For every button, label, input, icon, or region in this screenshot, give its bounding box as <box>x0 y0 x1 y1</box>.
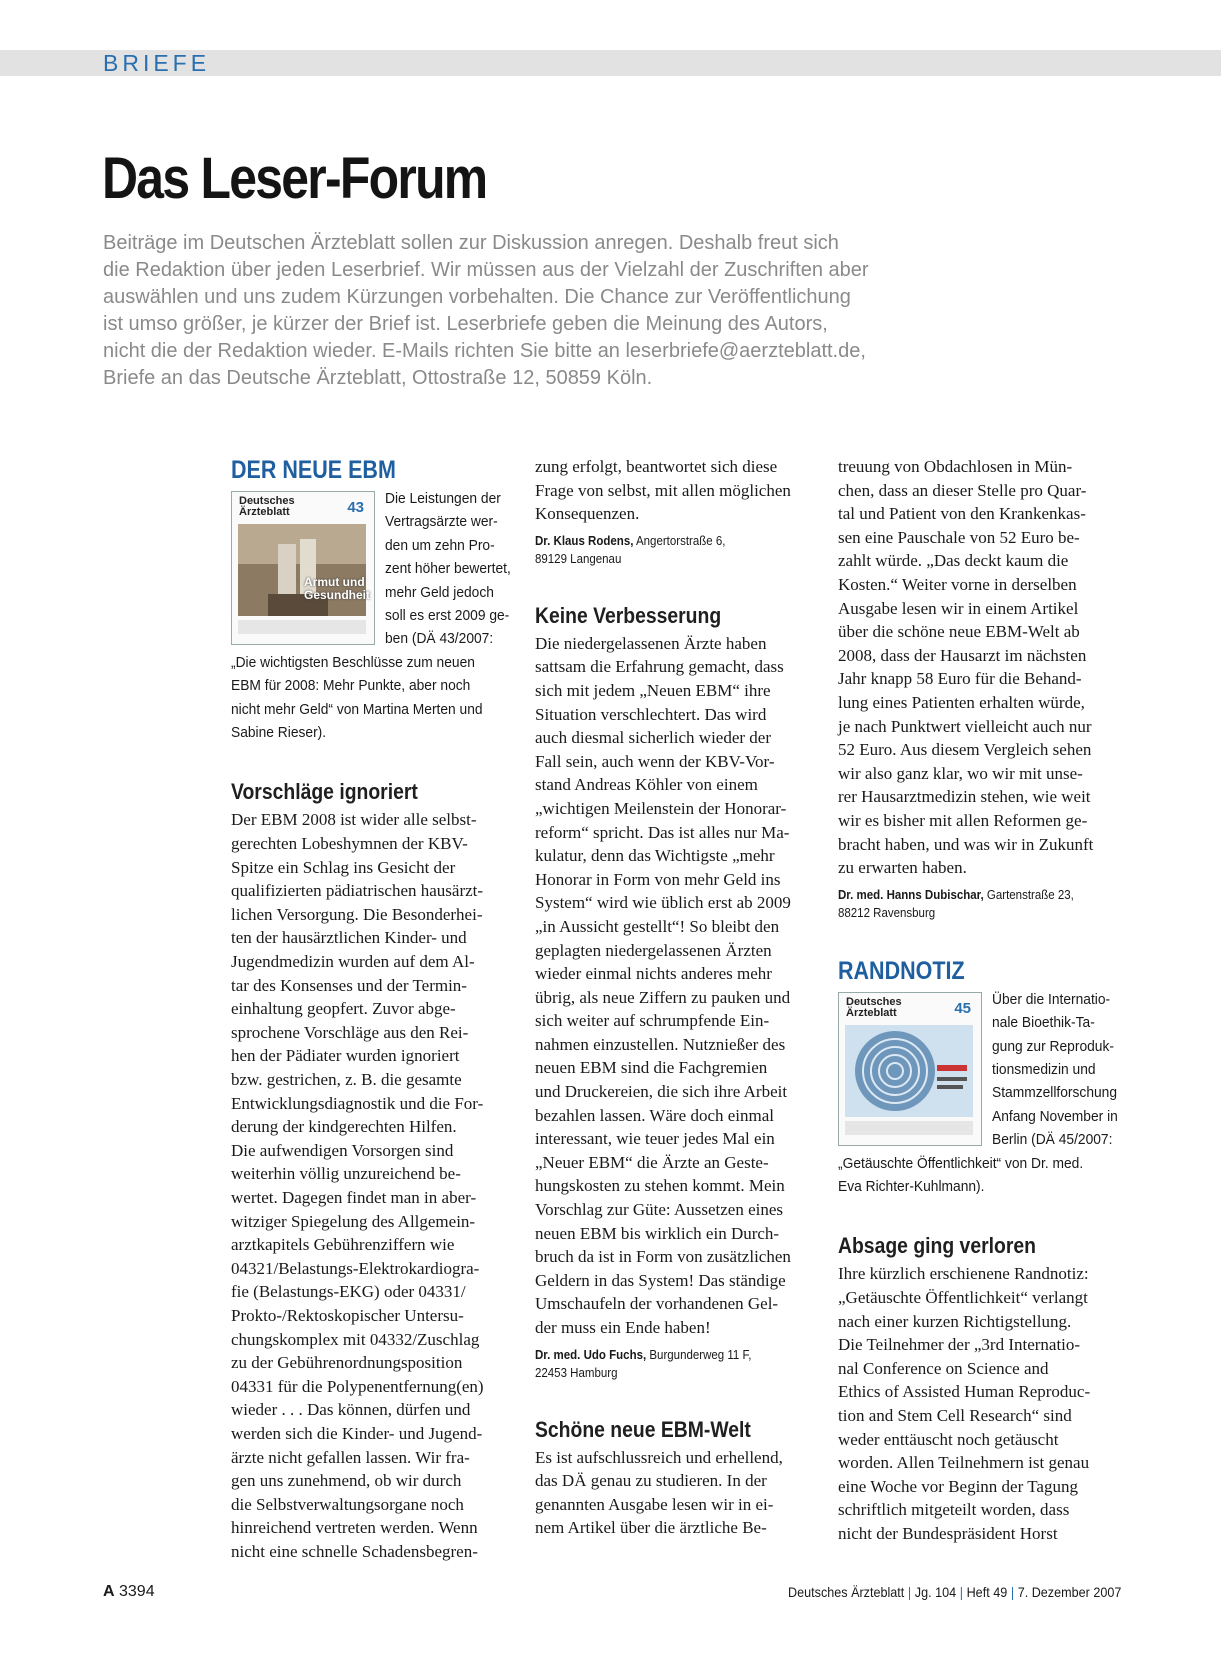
body-line: derung der kindgerechten Hilfen. <box>231 1117 457 1137</box>
intro-line: nicht die der Redaktion wieder. E-Mails richten Sie bitte an leserbriefe@aerzteblatt.de, <box>103 340 866 362</box>
lead-line: Anfang November in <box>992 1107 1118 1125</box>
lead-line: Sabine Rieser). <box>231 724 327 742</box>
body-line: sattsam die Erfahrung gemacht, dass <box>535 657 784 677</box>
box-title-der-neue-ebm: DER NEUE EBM <box>231 456 396 484</box>
intro-line: die Redaktion über jeden Leserbrief. Wir müssen aus der Vielzahl der Zuschriften aber <box>103 259 869 281</box>
cover-number: 43 <box>347 499 364 516</box>
body-line: wir es bisher mit allen Reformen ge- <box>838 810 1088 830</box>
body-line: wertet. Dagegen findet man in aber- <box>231 1187 477 1207</box>
body-line: Der EBM 2008 ist wider alle selbst- <box>231 810 477 830</box>
lead-line: EBM für 2008: Mehr Punkte, aber noch <box>231 677 471 695</box>
body-line: Jugendmedizin wurden auf dem Al- <box>231 952 475 972</box>
intro-line: Beiträge im Deutschen Ärzteblatt sollen zur Diskussion anregen. Deshalb freut sich <box>103 232 839 254</box>
body-line: arztkapitels Gebührenziffern wie <box>231 1235 455 1255</box>
body-line: bezahlen lassen. Wäre doch einmal <box>535 1105 774 1125</box>
section-label: BRIEFE <box>103 50 211 76</box>
author-signature: Dr. med. Udo Fuchs, Burgunderweg 11 F, 22453 Hamburg <box>535 1347 752 1380</box>
body-line: tal und Patient von den Krankenkas- <box>838 504 1086 524</box>
page-title: Das Leser-Forum <box>102 146 487 211</box>
lead-line: mehr Geld jedoch <box>385 583 494 601</box>
body-line: nicht der Bundespräsident Horst <box>838 1523 1058 1543</box>
body-line: einhaltung geopfert. Zuvor abge- <box>231 999 456 1019</box>
lead-line: den um zehn Pro- <box>385 536 495 554</box>
column-2 <box>535 455 825 1540</box>
body-line: „Getäuschte Öffentlichkeit“ verlangt <box>838 1287 1088 1307</box>
body-line: bzw. gestrichen, z. B. die gesamte <box>231 1070 462 1089</box>
body-line: eine Woche vor Beginn der Tagung <box>838 1476 1078 1496</box>
letter-body <box>535 455 825 526</box>
author-signature: Dr. Klaus Rodens, Angertorstraße 6, 89129 Langenau <box>535 533 726 566</box>
body-line: wieder . . . Das können, dürfen und <box>231 1400 471 1420</box>
lead-full-text <box>838 1152 1128 1199</box>
body-line: reform“ spricht. Das ist alles nur Ma- <box>535 822 790 842</box>
cover-label: Armut und Gesundheit <box>304 575 371 602</box>
body-line: sich weiter auf schrumpfende Ein- <box>535 1011 770 1031</box>
body-line: 2008, dass der Hausarzt im nächsten <box>838 645 1087 665</box>
body-line: kulatur, denn das Wichtigste „mehr <box>535 846 775 866</box>
body-line: genannten Ausgabe lesen wir in ei- <box>535 1494 774 1514</box>
body-line: Geldern in das System! Das ständige <box>535 1270 786 1290</box>
lead-line: nicht mehr Geld“ von Martina Merten und <box>231 700 483 718</box>
body-line: wieder einmal nichts anderes mehr <box>535 964 772 984</box>
cover-title: Deutsches Ärzteblatt <box>239 495 295 518</box>
letter-body <box>535 1446 825 1540</box>
spacer <box>535 1382 825 1416</box>
body-line: Umschaufeln der vorhandenen Gel- <box>535 1294 779 1314</box>
body-line: treuung von Obdachlosen in Mün- <box>838 457 1073 476</box>
body-line: neuen EBM bis wirklich ein Durch- <box>535 1223 780 1243</box>
body-line: die Selbstverwaltungsorgane noch <box>231 1494 464 1514</box>
body-line: rer Hausarztmedizin stehen, wie weit <box>838 787 1091 807</box>
journal-name: Deutsches Ärzteblatt <box>787 1584 904 1600</box>
body-line: nicht eine schnelle Schadensbegren- <box>231 1541 478 1561</box>
body-line: hen der Pädiater wurden ignoriert <box>231 1046 460 1066</box>
body-line: Vorschlag zur Güte: Aussetzen eines <box>535 1200 784 1220</box>
cover-number: 45 <box>954 999 971 1017</box>
body-line: Die niedergelassenen Ärzte haben <box>535 633 767 653</box>
body-line: übrig, als neue Ziffern zu pauken und <box>535 987 791 1007</box>
spacer <box>535 568 825 602</box>
body-line: „in Aussicht gestellt“! So bleibt den <box>535 916 780 936</box>
body-line: Spitze ein Schlag ins Gesicht der <box>231 857 456 877</box>
lead-block <box>231 487 521 651</box>
lead-line: Berlin (DÄ 45/2007: <box>992 1131 1113 1149</box>
lead-line: Stammzellforschung <box>992 1084 1118 1102</box>
body-line: Fall sein, auch wenn der KBV-Vor- <box>535 751 775 771</box>
body-line: Kosten.“ Weiter vorne in derselben <box>838 574 1077 594</box>
lead-line: Eva Richter-Kuhlmann). <box>838 1177 985 1195</box>
letter-heading: Vorschläge ignoriert <box>231 779 418 805</box>
body-line: der muss ein Ende haben! <box>535 1318 711 1337</box>
letter-heading: Keine Verbesserung <box>535 602 722 628</box>
body-line: und Druckereien, die sich ihre Arbeit <box>535 1082 788 1102</box>
body-line: das DÄ genau zu studieren. In der <box>535 1471 767 1491</box>
body-line: qualifizierten pädiatrischen hausärzt- <box>231 881 484 901</box>
lead-line: „Die wichtigsten Beschlüsse zum neuen <box>231 653 475 671</box>
body-line: weder enttäuscht noch getäuscht <box>838 1429 1059 1449</box>
lead-line: tionsmedizin und <box>992 1060 1096 1078</box>
issue: Heft 49 <box>966 1584 1007 1600</box>
magazine-cover-45 <box>838 992 982 1146</box>
body-line: bruch da ist in Form von zusätzlichen <box>535 1247 791 1267</box>
body-line: „wichtigen Meilenstein der Honorar- <box>535 798 787 818</box>
issue-date: 7. Dezember 2007 <box>1017 1584 1121 1600</box>
body-line: chen, dass an dieser Stelle pro Quar- <box>838 480 1087 500</box>
letter-body <box>838 455 1128 880</box>
letter-body <box>231 808 521 1563</box>
lead-line: Über die Internatio- <box>992 990 1111 1008</box>
body-line: Es ist aufschlussreich und erhellend, <box>535 1447 783 1467</box>
body-line: Situation verschlechtert. Das wird <box>535 704 767 724</box>
box-title-randnotiz: RANDNOTIZ <box>838 956 965 985</box>
body-line: sen eine Pauschale von 52 Euro be- <box>838 527 1080 547</box>
lead-line: gung zur Reproduk- <box>992 1037 1114 1055</box>
cover-photo-icon <box>238 524 366 616</box>
spacer <box>838 922 1128 956</box>
body-line: worden. Allen Teilnehmern ist genau <box>838 1453 1090 1473</box>
intro-line: ist umso größer, je kürzer der Brief ist. Leserbriefe geben die Meinung des Autors, <box>103 313 828 335</box>
body-line: weiterhin völlig unzureichend be- <box>231 1164 461 1184</box>
body-line: zung erfolgt, beantwortet sich diese <box>535 457 778 476</box>
body-line: stand Andreas Köhler von einem <box>535 775 758 795</box>
lead-line: soll es erst 2009 ge- <box>385 607 510 625</box>
lead-side-text <box>992 988 1129 1152</box>
body-line: „Neuer EBM“ die Ärzte an Geste- <box>535 1152 769 1172</box>
body-line: Ausgabe lesen wir in einem Artikel <box>838 598 1079 618</box>
body-line: neuen EBM sind die Fachgremien <box>535 1058 768 1078</box>
column-1 <box>231 455 521 1563</box>
body-line: sich mit jedem „Neuen EBM“ ihre <box>535 680 771 700</box>
body-line: witziger Spiegelung des Allgemein- <box>231 1211 476 1231</box>
author-signature: Dr. med. Hanns Dubischar, Gartenstraße 23, 88212 Ravensburg <box>838 887 1074 920</box>
cover-footer <box>845 1121 973 1135</box>
body-line: geplagten niedergelassenen Ärzten <box>535 940 772 960</box>
lead-line: Die Leistungen der <box>385 490 501 507</box>
lead-block <box>838 988 1128 1152</box>
body-line: gerechten Lobeshymnen der KBV- <box>231 834 468 854</box>
letter-heading: Schöne neue EBM-Welt <box>535 1416 751 1442</box>
lead-line: nale Bioethik-Ta- <box>992 1014 1095 1032</box>
body-line: hinreichend vertreten werden. Wenn <box>231 1518 478 1538</box>
body-line: Frage von selbst, mit allen möglichen <box>535 480 791 500</box>
lead-side-text <box>385 487 522 651</box>
body-line: sprochene Vorschläge aus den Rei- <box>231 1022 469 1042</box>
body-line: tar des Konsenses und der Termin- <box>231 975 467 995</box>
body-line: Ethics of Assisted Human Reproduc- <box>838 1382 1091 1402</box>
spacer <box>231 744 521 778</box>
body-line: fie (Belastungs-EKG) oder 04331/ <box>231 1282 466 1302</box>
intro-line: Briefe an das Deutsche Ärzteblatt, Ottostraße 12, 50859 Köln. <box>103 367 653 389</box>
column-3 <box>838 455 1128 1545</box>
body-line: ten der hausärztlichen Kinder- und <box>231 928 467 948</box>
body-line: interessant, wie teuer jedes Mal ein <box>535 1129 775 1149</box>
body-line: Jahr knapp 58 Euro für die Behand- <box>838 669 1082 689</box>
body-line: 04321/Belastungs-Elektrokardiogra- <box>231 1258 480 1278</box>
cover-title: Deutsches Ärzteblatt <box>846 995 902 1019</box>
volume: Jg. 104 <box>914 1584 956 1600</box>
body-line: hungskosten zu stehen kommt. Mein <box>535 1176 785 1196</box>
body-line: Ihre kürzlich erschienene Randnotiz: <box>838 1264 1089 1284</box>
body-line: ärzte nicht gefallen lassen. Wir fra- <box>231 1447 470 1467</box>
body-line: Die aufwendigen Vorsorgen sind <box>231 1140 454 1160</box>
body-line: 04331 für die Polypenentfernung(en) <box>231 1376 484 1396</box>
body-line: schriftlich mitgeteilt worden, dass <box>838 1500 1070 1520</box>
body-line: nem Artikel über die ärztliche Be- <box>535 1518 767 1538</box>
letter-body <box>535 632 825 1340</box>
page-number: A 3394 <box>103 1583 155 1600</box>
body-line: zu der Gebührenordnungsposition <box>231 1353 463 1373</box>
body-line: nahmen einzustellen. Nutznießer des <box>535 1034 786 1054</box>
body-line: Prokto-/Rektoskopischer Untersu- <box>231 1305 464 1325</box>
lead-line: ben (DÄ 43/2007: <box>385 630 494 648</box>
lead-line: Vertragsärzte wer- <box>385 513 498 531</box>
body-line: wir also ganz klar, wo wir mit unse- <box>838 763 1083 783</box>
body-line: gen uns zunehmend, ob wir durch <box>231 1471 462 1491</box>
body-line: bracht haben, und was wir in Zukunft <box>838 834 1094 854</box>
lead-full-text <box>231 651 521 745</box>
intro-line: auswählen und uns zudem Kürzungen vorbehalten. Die Chance zur Veröffentlichung <box>103 286 851 308</box>
intro-text <box>103 230 1003 392</box>
body-line: auch diesmal sicherlich wieder der <box>535 728 772 748</box>
body-line: über die schöne neue EBM-Welt ab <box>838 622 1080 642</box>
body-line: lung eines Patienten erhalten würde, <box>838 692 1085 712</box>
cover-footer <box>238 620 366 634</box>
publication-info: Deutsches Ärzteblatt | Jg. 104 | Heft 49 | 7. Dezember 2007 <box>787 1584 1121 1600</box>
body-line: tion and Stem Cell Research“ sind <box>838 1405 1072 1425</box>
body-line: lichen Versorgung. Die Besonderhei- <box>231 904 483 924</box>
body-line: chungskomplex mit 04332/Zuschlag <box>231 1329 480 1349</box>
letter-body <box>838 1262 1128 1545</box>
cover-fingerprint-icon <box>845 1025 973 1117</box>
spacer <box>838 1198 1128 1232</box>
body-line: System“ wird wie üblich erst ab 2009 <box>535 893 791 913</box>
lead-line: zent höher bewertet, <box>385 560 511 578</box>
letter-heading: Absage ging verloren <box>838 1233 1036 1259</box>
body-line: je nach Punktwert vielleicht auch nur <box>838 716 1092 736</box>
magazine-cover-43 <box>231 491 375 645</box>
body-line: Entwicklungsdiagnostik und die For- <box>231 1093 484 1113</box>
body-line: Die Teilnehmer der „3rd Internatio- <box>838 1335 1081 1355</box>
body-line: nach einer kurzen Richtigstellung. <box>838 1311 1072 1331</box>
body-line: Honorar in Form von mehr Geld ins <box>535 869 781 889</box>
lead-line: „Getäuschte Öffentlichkeit“ von Dr. med. <box>838 1154 1084 1172</box>
body-line: zahlt würde. „Das deckt kaum die <box>838 551 1069 571</box>
body-line: Konsequenzen. <box>535 504 640 524</box>
body-line: 52 Euro. Aus diesem Vergleich sehen <box>838 740 1092 760</box>
body-line: zu erwarten haben. <box>838 858 967 878</box>
body-line: nal Conference on Science and <box>838 1358 1049 1378</box>
body-line: werden sich die Kinder- und Jugend- <box>231 1423 483 1443</box>
